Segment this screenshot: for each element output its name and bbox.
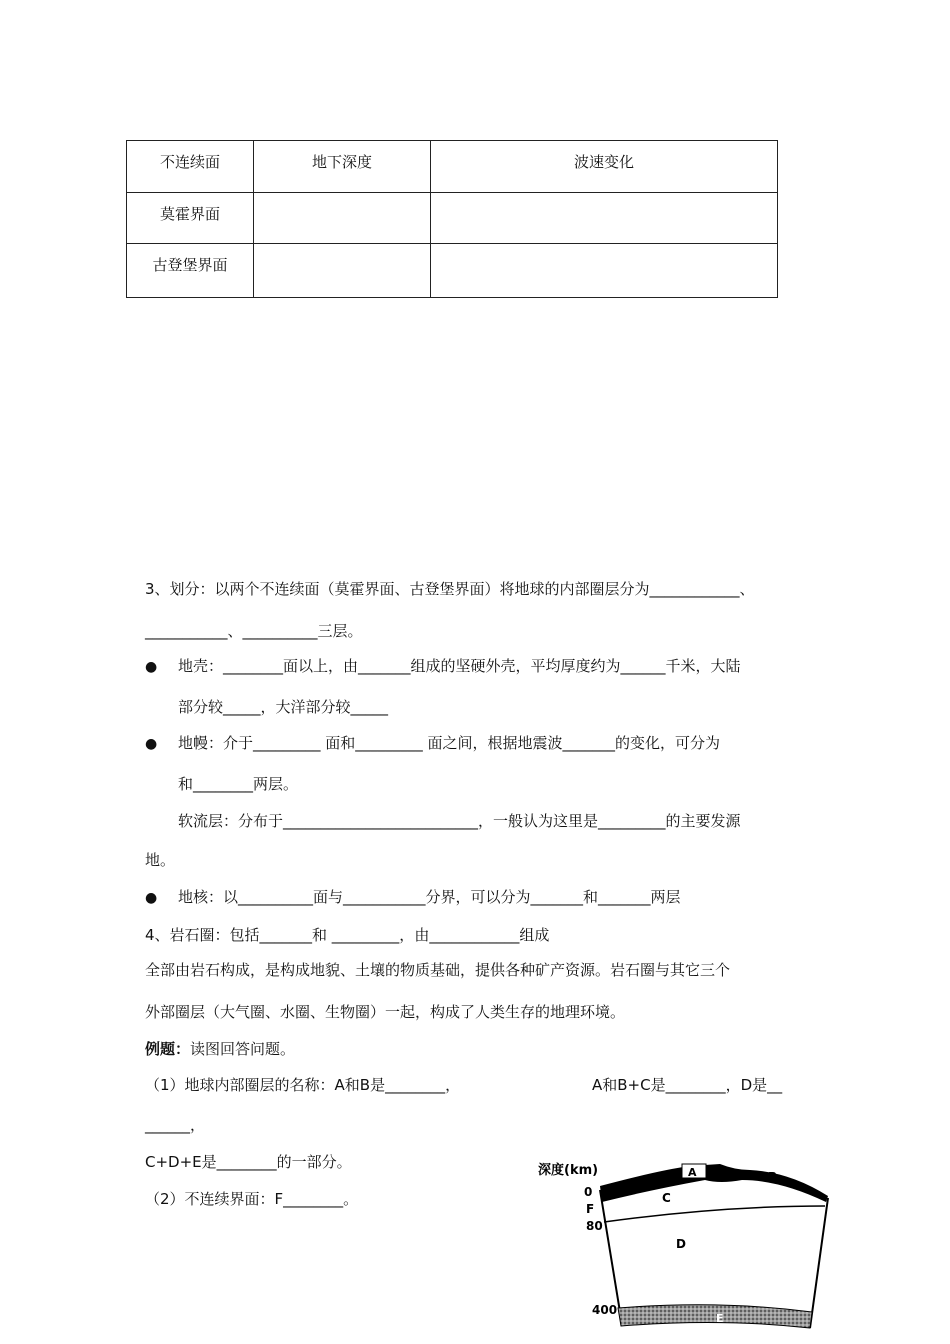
bullet-icon: ●: [145, 659, 158, 675]
label-d: D: [676, 1237, 686, 1251]
section4-para1: 全部由岩石构成，是构成地貌、土壤的物质基础，提供各种矿产资源。岩石圈与其它三个: [145, 961, 731, 979]
earth-layers-diagram: [520, 1150, 850, 1340]
mantle-line2: 和________两层。: [178, 775, 299, 793]
bullet-icon: ●: [145, 736, 158, 752]
table-cell: [431, 244, 778, 298]
example-q1-b: A和B+C是________，D是__: [592, 1076, 783, 1094]
moho-boundary-line: [604, 1206, 825, 1222]
example-q1-d: C+D+E是________的一部分。: [145, 1153, 352, 1171]
example-label: 例题：: [145, 1040, 191, 1058]
example-q2: （2）不连续界面：F________。: [145, 1190, 359, 1208]
table-row: [127, 193, 778, 244]
example-q1-a: （1）地球内部圈层的名称：A和B是________，: [145, 1076, 461, 1094]
depth-tick-400: 400: [592, 1303, 618, 1317]
section4-para2: 外部圈层（大气圈、水圈、生物圈）一起，构成了人类生存的地理环境。: [145, 1003, 626, 1021]
table-cell: 莫霍界面: [127, 193, 254, 244]
section3-line2: ___________、__________三层。: [145, 622, 363, 640]
table-row: [127, 244, 778, 298]
axis-title: 深度(km): [538, 1163, 599, 1178]
discontinuity-table: [126, 140, 778, 298]
example-heading: [145, 1042, 295, 1057]
label-f: F: [586, 1202, 595, 1216]
label-a: A: [688, 1166, 697, 1179]
label-e: E: [716, 1312, 724, 1325]
right-edge: [810, 1198, 828, 1328]
label-c: C: [662, 1191, 671, 1205]
example-q1-c: ______，: [145, 1116, 206, 1134]
depth-tick-80: 80: [586, 1219, 603, 1233]
section3-line1: 3、划分：以两个不连续面（莫霍界面、古登堡界面）将地球的内部圈层分为____________、: [145, 580, 755, 598]
crust-line1: 地壳：________面以上，由_______组成的坚硬外壳，平均厚度约为______千米，大陆: [178, 657, 741, 675]
table-cell: [254, 244, 431, 298]
layer-a-shape: [600, 1164, 828, 1202]
label-b: B: [768, 1170, 778, 1184]
asthenosphere-end: 地。: [145, 851, 176, 869]
left-edge: [600, 1190, 620, 1312]
layer-e-shape: [618, 1305, 812, 1328]
table-cell: [254, 193, 431, 244]
table-header-cell: 不连续面: [127, 141, 254, 193]
table-cell: [431, 193, 778, 244]
crust-line2: 部分较_____，大洋部分较_____: [178, 698, 389, 716]
section4-line1: 4、岩石圈：包括_______和 _________，由____________组成: [145, 926, 550, 944]
table-header-cell: 地下深度: [254, 141, 431, 193]
bullet-icon: ●: [145, 890, 158, 906]
table-cell: 古登堡界面: [127, 244, 254, 298]
example-intro: 读图回答问题。: [190, 1040, 296, 1058]
table-header-cell: 波速变化: [431, 141, 778, 193]
asthenosphere-line: 软流层：分布于__________________________，一般认为这里是_________的主要发源: [178, 812, 741, 830]
depth-tick-0: 0: [584, 1185, 593, 1199]
mantle-line1: 地幔：介于_________ 面和_________ 面之间，根据地震波_______的变化，可分为: [178, 734, 721, 752]
core-line1: 地核：以__________面与___________分界，可以分为_______和_______两层: [178, 888, 681, 906]
